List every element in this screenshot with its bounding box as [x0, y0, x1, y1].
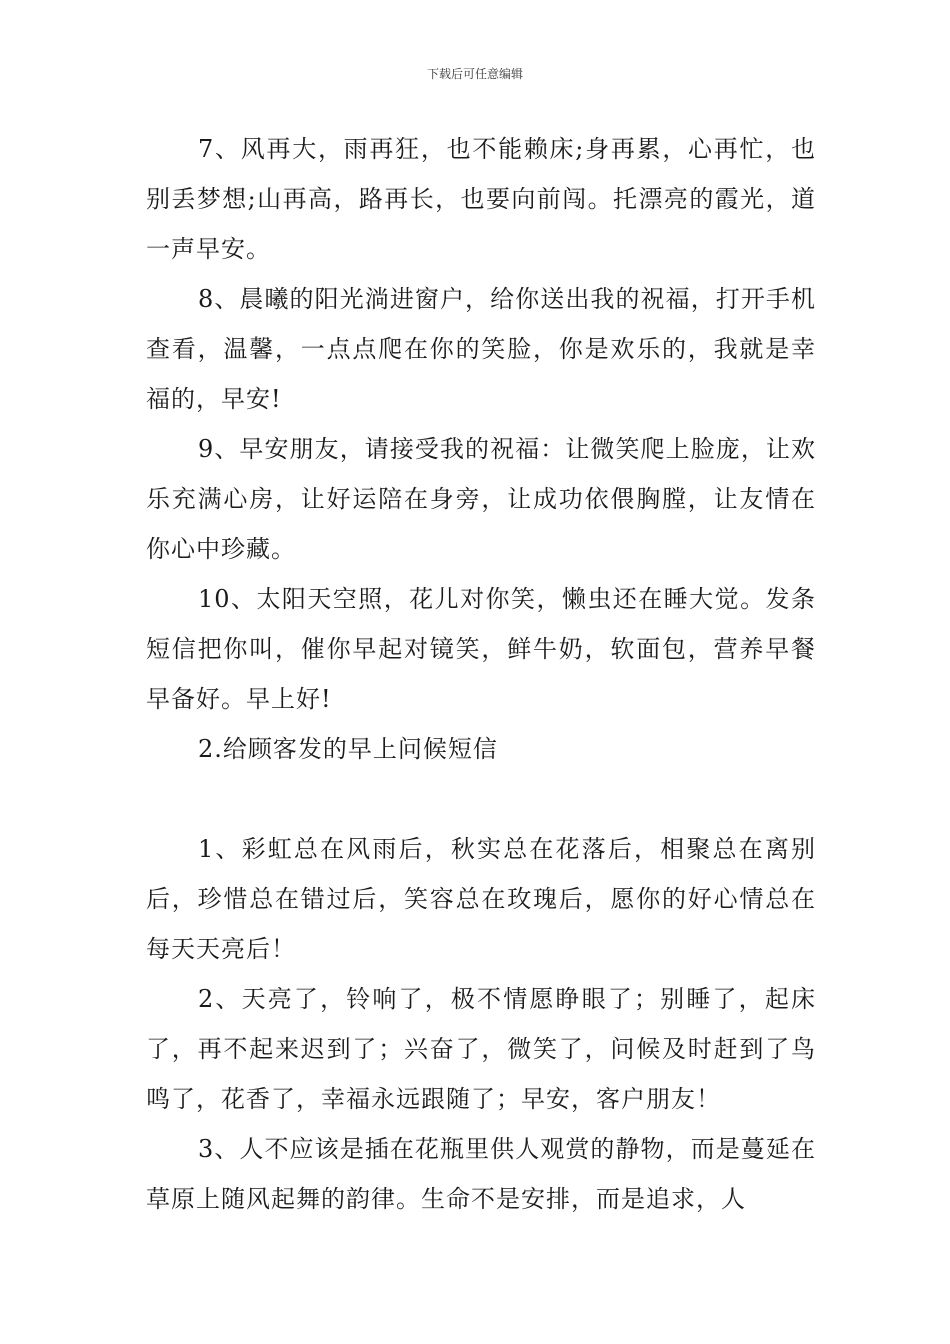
- paragraph-item-10: 10、太阳天空照，花儿对你笑，懒虫还在睡大觉。发条短信把你叫，催你早起对镜笑，鲜牛奶，软面包，营养早餐早备好。早上好!: [146, 585, 816, 713]
- section-spacer: [146, 774, 816, 824]
- paragraph-item-8: 8、晨曦的阳光淌进窗户，给你送出我的祝福，打开手机查看，温馨，一点点爬在你的笑脸，你是欢乐的，我就是幸福的，早安!: [146, 285, 816, 413]
- paragraph-item-2: 2、天亮了，铃响了，极不情愿睁眼了；别睡了，起床了，再不起来迟到了；兴奋了，微笑了，问候及时赶到了鸟鸣了，花香了，幸福永远跟随了；早安，客户朋友！: [146, 985, 816, 1113]
- document-body: [146, 124, 816, 1224]
- page-header: 下载后可任意编辑: [426, 67, 523, 81]
- paragraph-item-3: 3、人不应该是插在花瓶里供人观赏的静物，而是蔓延在草原上随风起舞的韵律。生命不是安排，而是追求，人: [146, 1135, 816, 1213]
- section-heading: 2.给顾客发的早上问候短信: [198, 735, 498, 763]
- paragraph-item-1: 1、彩虹总在风雨后，秋实总在花落后，相聚总在离别后，珍惜总在错过后，笑容总在玫瑰后，愿你的好心情总在每天天亮后！: [146, 835, 816, 963]
- paragraph-item-7: 7、风再大，雨再狂，也不能赖床;身再累，心再忙，也别丢梦想;山再高，路再长，也要向前闯。托漂亮的霞光，道一声早安。: [146, 135, 816, 263]
- paragraph-item-9: 9、早安朋友，请接受我的祝福：让微笑爬上脸庞，让欢乐充满心房，让好运陪在身旁，让成功依偎胸膛，让友情在你心中珍藏。: [146, 435, 816, 563]
